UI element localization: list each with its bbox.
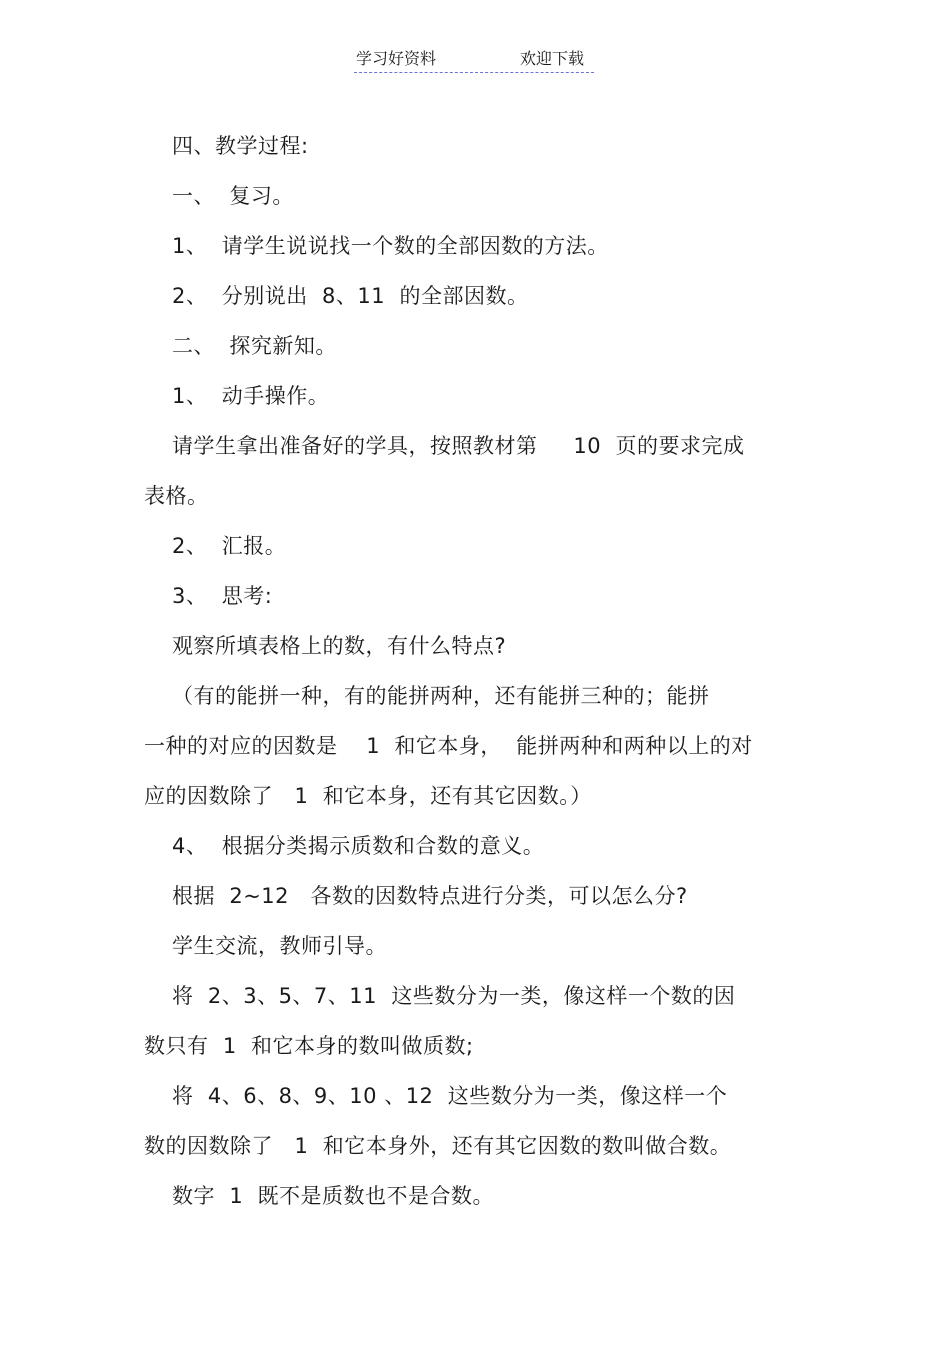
composite-definition-line-2: 数的因数除了 1 和它本身外，还有其它因数的数叫做合数。 (144, 1134, 732, 1158)
header-left-text: 学习好资料 (356, 49, 437, 68)
prime-definition-line-2: 数只有 1 和它本身的数叫做质数; (144, 1034, 474, 1058)
review-item-1: 1、 请学生说说找一个数的全部因数的方法。 (172, 234, 609, 258)
explore-item-2: 2、 汇报。 (172, 534, 287, 558)
explore-heading: 二、 探究新知。 (172, 334, 337, 358)
explore-item-4: 4、 根据分类揭示质数和合数的意义。 (172, 834, 545, 858)
page-header (354, 48, 594, 73)
prime-definition-line-1: 将 2、3、5、7、11 这些数分为一类，像这样一个数的因 (172, 984, 736, 1008)
answer-line-3: 应的因数除了 1 和它本身，还有其它因数。） (144, 784, 592, 808)
answer-line-2: 一种的对应的因数是 1 和它本身， 能拼两种和两种以上的对 (144, 734, 753, 758)
review-item-2: 2、 分别说出 8、11 的全部因数。 (172, 284, 529, 308)
classify-question: 根据 2~12 各数的因数特点进行分类，可以怎么分? (172, 884, 688, 908)
answer-line-1: （有的能拼一种，有的能拼两种，还有能拼三种的；能拼 (172, 684, 710, 708)
header-right-text: 欢迎下载 (520, 49, 585, 68)
explore-item-1-text-a: 请学生拿出准备好的学具，按照教材第 10 页的要求完成 (172, 434, 745, 458)
review-heading: 一、 复习。 (172, 184, 294, 208)
explore-item-3: 3、 思考: (172, 584, 273, 608)
section-heading: 四、教学过程: (172, 134, 309, 158)
discussion-text: 学生交流，教师引导。 (172, 934, 387, 958)
one-note: 数字 1 既不是质数也不是合数。 (172, 1184, 495, 1208)
explore-item-1-text-b: 表格。 (144, 484, 209, 508)
composite-definition-line-1: 将 4、6、8、9、10 、12 这些数分为一类，像这样一个 (172, 1084, 728, 1108)
explore-item-1: 1、 动手操作。 (172, 384, 330, 408)
observe-question: 观察所填表格上的数，有什么特点? (172, 634, 507, 658)
